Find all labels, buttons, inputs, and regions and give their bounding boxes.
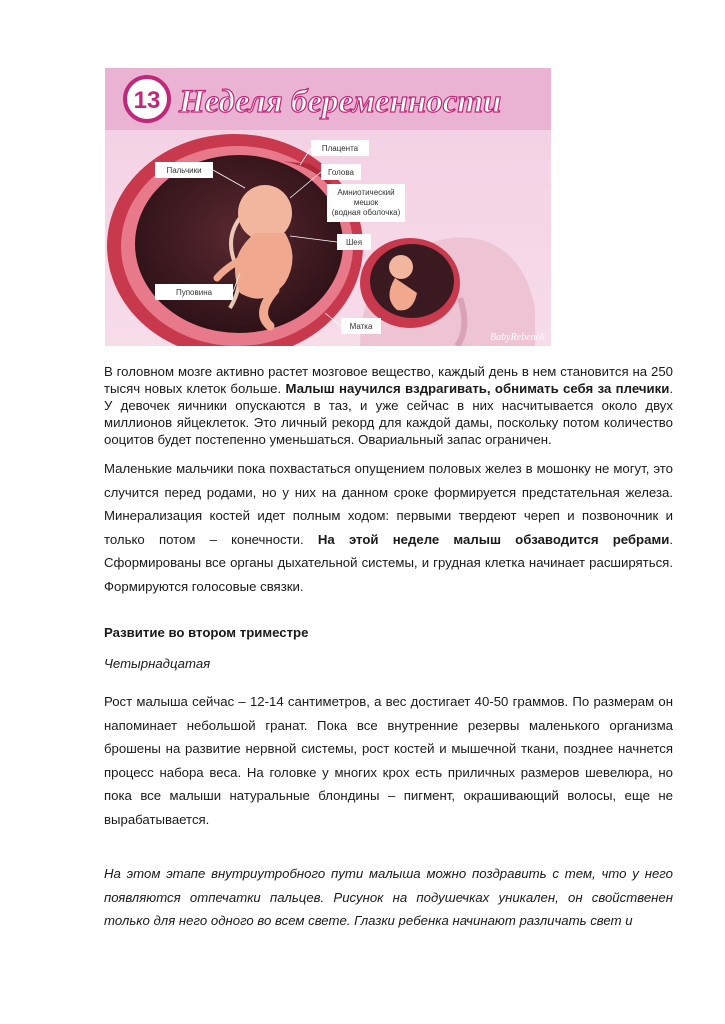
figure-title: Неделя беременности [179,84,502,120]
week-badge-number: 13 [133,87,161,114]
paragraph-4 [104,862,673,933]
amniotic-sac [135,155,343,333]
small-amniotic-sac [370,244,454,318]
label-head: Голова [328,168,354,177]
paragraph-3-text: Рост малыша сейчас – 12-14 сантиметров, а вес достигает 40-50 граммов. По размерам он напоминает небольшой гранат. Пока все внутренние резервы маленького организма брошены на развитие нервной системы, рост костей и мышечной ткани, позднее начнется процесс набора веса. На головке у многих крох есть приличных размеров шевелюра, но пока все малыши натуральные блондины – пигмент, окрашивающий волосы, еще не вырабатывается. [104,694,673,827]
section-heading-text: Развитие во втором триместре [104,625,309,640]
label-placenta: Плацента [321,144,359,153]
label-amniotic-line3: (водная оболочка) [331,208,401,217]
paragraph-2-text-a: Маленькие мальчики пока похвастаться опущением половых желез в мошонку не могут, это случится перед родами, но у них на данном сроке формируется предстательная железа. Минерализация костей идет полным ходом: первыми твердеют череп и позвоночник и только потом – конечности. [104,461,673,547]
label-amniotic-line1: Амниотический [337,188,395,197]
label-neck: Шея [345,238,363,247]
paragraph-1-text-a: В головном мозге активно растет мозговое вещество, каждый день в нем становится на 250 тысяч новых клеток больше. [104,364,673,396]
paragraph-1-text-b: . У девочек яичники опускаются в таз, и уже сейчас в них насчитывается около двух миллионов яйцеклеток. Это личный рекорд для каждой дамы, поскольку потом количество ооцитов будет постепенно уменьшаться. Овариальный запас ограничен. [104,381,673,447]
fetus-head [238,185,292,241]
paragraph-4-text: На этом этапе внутриутробного пути малыша можно поздравить с тем, что у него появляются отпечатки пальцев. Рисунок на подушечках уникален, он свойственен только для него одного во всем свете. Глазки ребенка начинают различать свет и [104,866,673,928]
label-amniotic-line2: мешок [353,198,379,207]
paragraph-3 [104,690,673,831]
paragraph-2-text-b: . Сформированы все органы дыхательной системы, и грудная клетка начинает расширяться. Формируются голосовые связки. [104,531,673,594]
section-heading [104,625,673,640]
subheading [104,656,673,671]
paragraph-2 [104,457,673,598]
subheading-text: Четырнадцатая [104,656,211,671]
paragraph-1 [104,363,673,448]
label-uterus: Матка [349,322,373,331]
paragraph-1-bold: Малыш научился вздрагивать, обнимать себя за плечики [285,381,670,396]
label-fingers: Пальчики [166,166,202,175]
label-umbilical-cord: Пуповина [175,288,213,297]
paragraph-2-bold: На этой неделе малыш обзаводится ребрами [317,531,670,547]
pregnancy-illustration [105,68,551,346]
watermark: BabyRebenok [490,332,545,343]
small-fetus-head [389,255,413,279]
